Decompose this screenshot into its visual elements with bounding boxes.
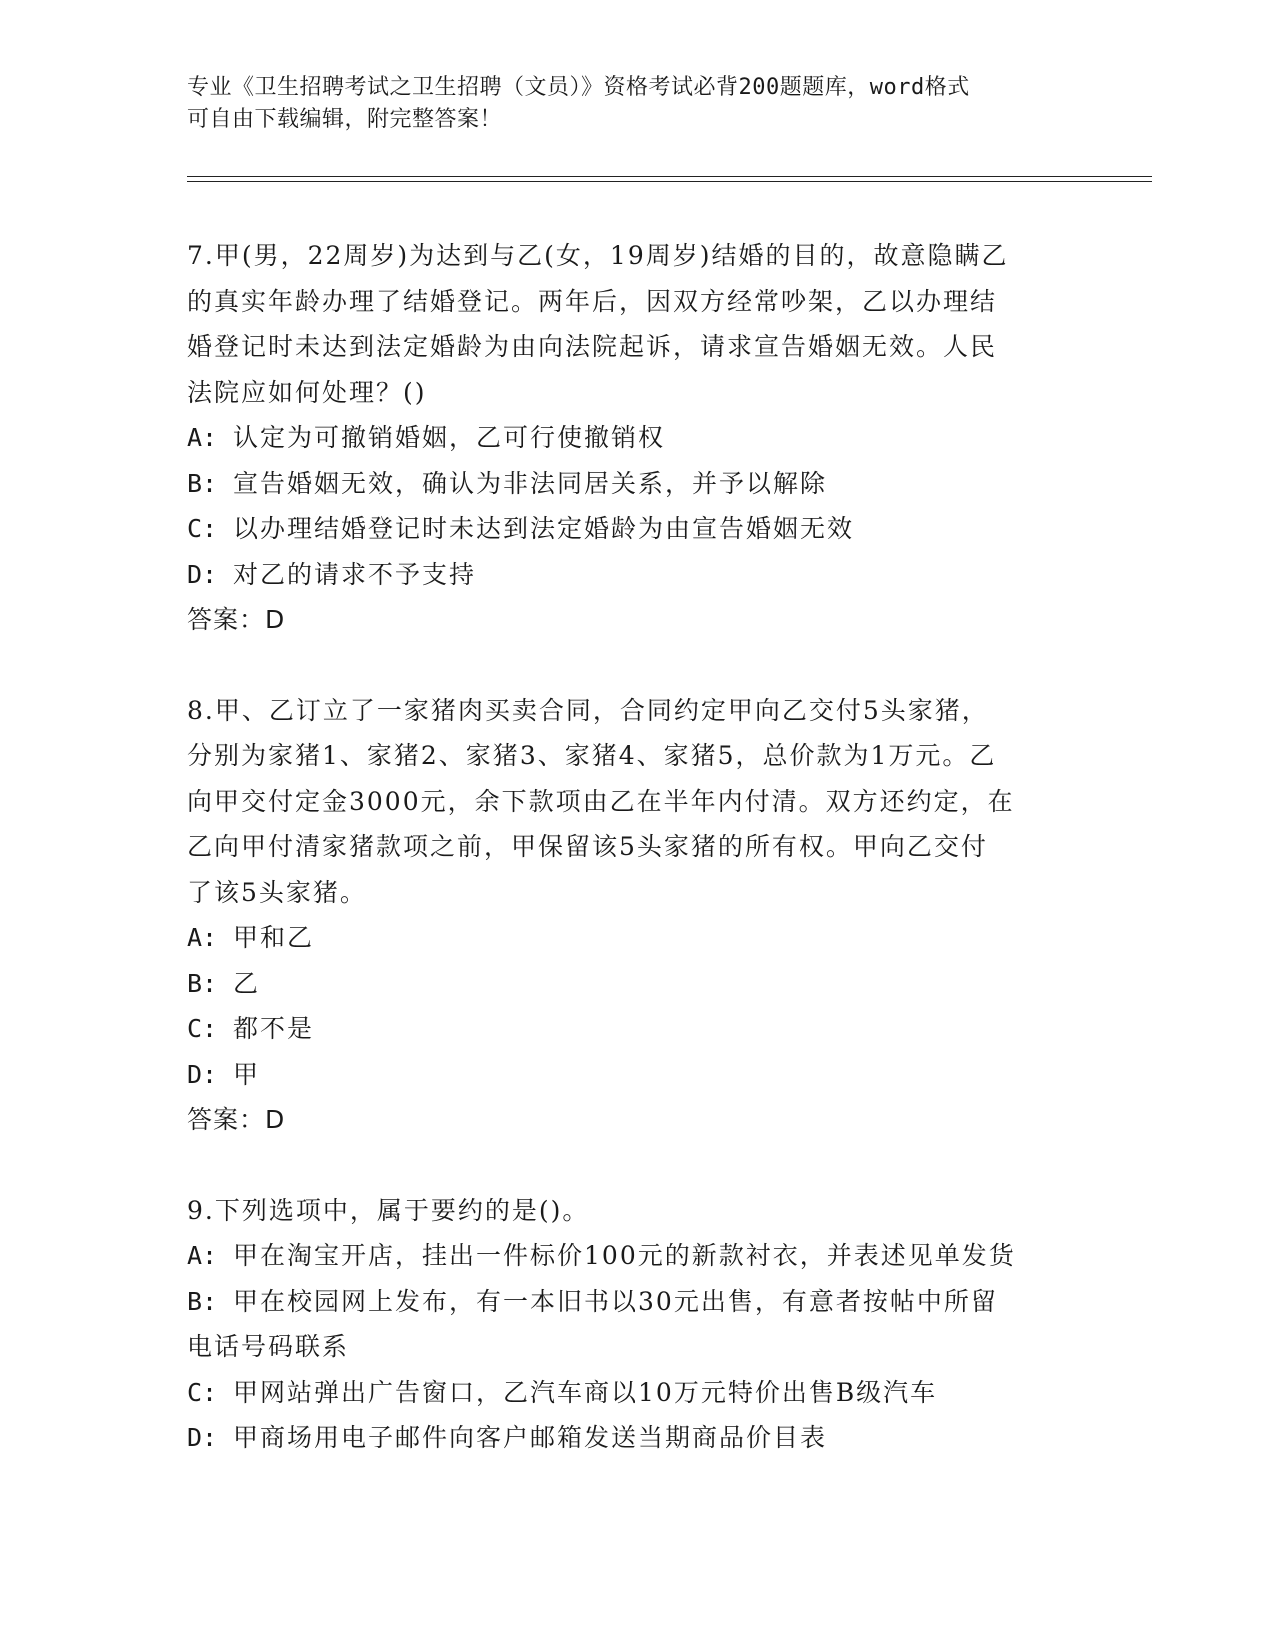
question-text-line: 8.甲、乙订立了一家猪肉买卖合同，合同约定甲向乙交付5头家猪， <box>187 695 989 725</box>
question-list <box>187 233 1087 1461</box>
option-text: 认定为可撤销婚姻，乙可行使撤销权 <box>233 423 666 452</box>
option-b <box>187 1279 1087 1325</box>
option-label: B: <box>187 968 218 998</box>
option-label: B: <box>187 468 218 498</box>
option-b <box>187 461 1087 507</box>
question-text-line: 分别为家猪1、家猪2、家猪3、家猪4、家猪5，总价款为1万元。乙 <box>187 741 997 770</box>
option-text: 都不是 <box>233 1014 315 1043</box>
option-a <box>187 915 1087 961</box>
question-8 <box>187 688 1087 1143</box>
question-text-line: 9.下列选项中，属于要约的是()。 <box>187 1195 590 1225</box>
option-b <box>187 961 1087 1007</box>
question-text-line: 了该5头家猪。 <box>187 877 367 907</box>
question-text-line: 法院应如何处理？() <box>187 377 427 407</box>
answer-line: 答案：D <box>187 605 286 634</box>
option-c <box>187 506 1087 552</box>
option-label: C: <box>187 514 218 543</box>
option-b-continued <box>187 1324 1087 1370</box>
option-label: D: <box>187 559 218 589</box>
option-label: D: <box>187 1423 218 1452</box>
option-d <box>187 1052 1087 1098</box>
option-text: 甲 <box>233 1059 261 1089</box>
option-label: A: <box>187 923 218 952</box>
header-line-2: 可自由下载编辑，附完整答案！ <box>187 107 503 132</box>
question-spacer <box>187 643 1087 688</box>
option-text: 甲商场用电子邮件向客户邮箱发送当期商品价目表 <box>233 1423 828 1452</box>
option-label: C: <box>187 1014 218 1043</box>
question-text-line: 7.甲(男，22周岁)为达到与乙(女，19周岁)结婚的目的，故意隐瞒乙 <box>187 241 1009 270</box>
question-9 <box>187 1188 1087 1461</box>
question-spacer <box>187 1143 1087 1188</box>
question-text-line: 的真实年龄办理了结婚登记。两年后，因双方经常吵架，乙以办理结 <box>187 286 998 316</box>
option-text: 电话号码联系 <box>187 1332 350 1361</box>
option-label: D: <box>187 1059 218 1089</box>
option-a <box>187 1233 1087 1279</box>
question-text-line: 婚登记时未达到法定婚龄为由向法院起诉，请求宣告婚姻无效。人民 <box>187 332 998 361</box>
option-label: B: <box>187 1286 218 1316</box>
option-c <box>187 1370 1087 1416</box>
option-text: 甲和乙 <box>233 923 315 952</box>
option-d <box>187 552 1087 598</box>
option-a <box>187 415 1087 461</box>
option-text: 宣告婚姻无效，确认为非法同居关系，并予以解除 <box>233 468 828 498</box>
option-label: A: <box>187 1241 218 1270</box>
option-label: A: <box>187 423 218 452</box>
option-text: 甲在校园网上发布，有一本旧书以30元出售，有意者按帖中所留 <box>233 1286 998 1316</box>
option-text: 乙 <box>233 968 261 998</box>
option-text: 甲在淘宝开店，挂出一件标价100元的新款衬衣，并表述见单发货 <box>233 1241 1016 1270</box>
question-text-line: 向甲交付定金3000元，余下款项由乙在半年内付清。双方还约定，在 <box>187 786 1015 816</box>
question-7 <box>187 233 1087 643</box>
document-header <box>187 72 1087 136</box>
option-d <box>187 1415 1087 1461</box>
answer-line: 答案：D <box>187 1105 286 1134</box>
question-text-line: 乙向甲付清家猪款项之前，甲保留该5头家猪的所有权。甲向乙交付 <box>187 832 988 861</box>
header-line-1: 专业《卫生招聘考试之卫生招聘（文员）》资格考试必背200题题库，word格式 <box>187 75 970 100</box>
option-text: 对乙的请求不予支持 <box>233 559 477 589</box>
header-divider-top <box>187 176 1152 177</box>
option-text: 以办理结婚登记时未达到法定婚龄为由宣告婚姻无效 <box>233 514 855 543</box>
header-divider-bottom <box>187 181 1152 182</box>
option-label: C: <box>187 1377 218 1407</box>
option-text: 甲网站弹出广告窗口，乙汽车商以10万元特价出售B级汽车 <box>233 1377 938 1407</box>
option-c <box>187 1006 1087 1052</box>
